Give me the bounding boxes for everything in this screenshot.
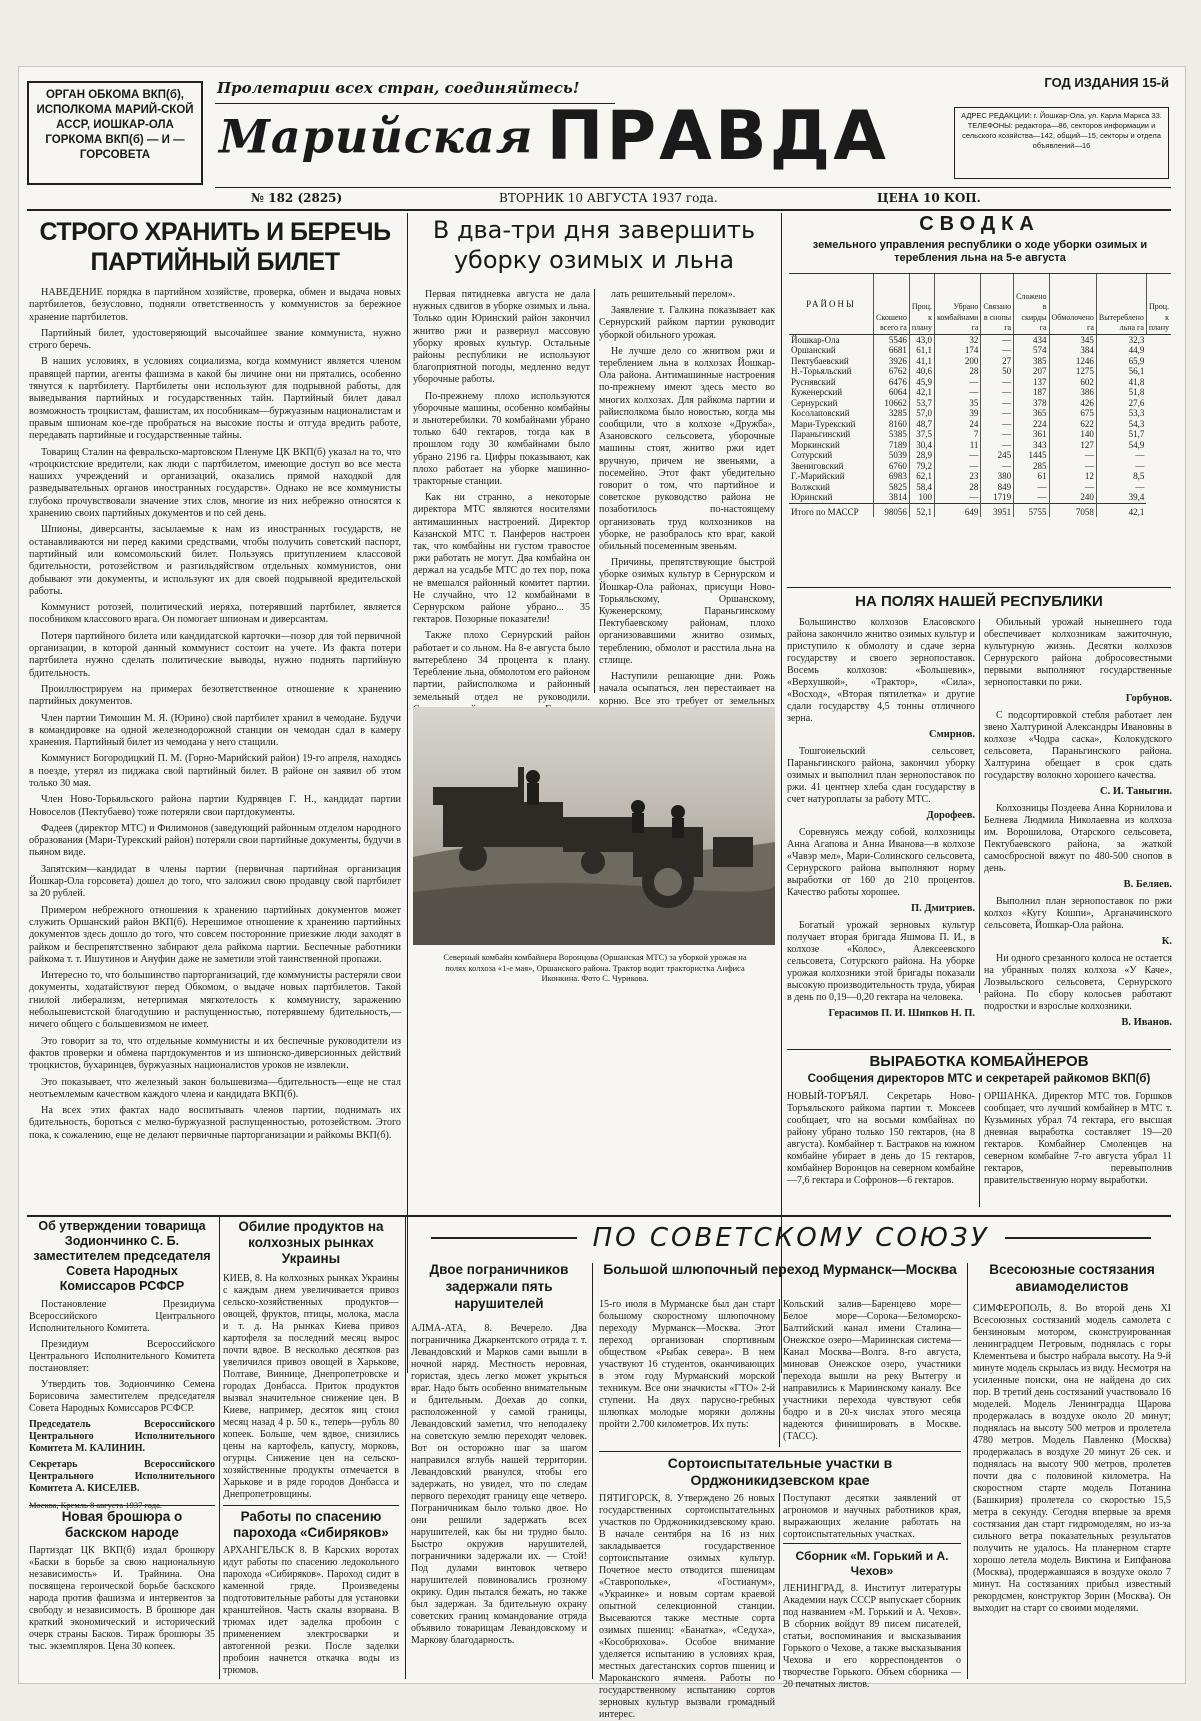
svodka-cell: 6760 [874,461,910,472]
glider-headline: Всесоюзные состязания авиамоделистов [989,1262,1155,1294]
svodka-cell: — [1049,450,1096,461]
svodka-cell: 7189 [874,440,910,451]
svodka-cell: 45,9 [909,377,934,388]
district-name: Н.-Торьяльский [791,366,852,376]
price: ЦЕНА 10 КОП. [877,191,981,205]
svodka-cell: 365 [1014,408,1049,419]
gorky-headline: Сборник «М. Горький и А. Чехов» [795,1549,949,1578]
fields-c2-sig2: В. Беляев. [1123,879,1172,890]
fields-c1-sig3: Герасимов П. И. Шипков Н. П. [828,1008,975,1019]
harvest-c1-p3: Также плохо Сернурский район работает и со льном. На 8-е августа было вытереблено 34 процента к плану. Теребление льна, обмолотом его районом партии, райисполкома и районный земельный отдел не руководили. [413,630,590,703]
svodka-cell: 32,3 [1096,334,1146,345]
harvest-c2-p2: Не лучше дело со жнитвом ржи и тереблением льна в колхозах Йошкар-Ола района. Антимашинные настроения по-прежнему имеют здесь место во многих колхозах. Для райкома партии и райисполкома было новостью, когда мы сообщили, что в колхозе «Дружба», Азановского сельсовета, уборочные машины стоят, жнитво ржи идет вручную, причем не звеньями, а посемейно. Этот факт убедительно говорит о том, что партийное и советское руководство района не позаботилось по-настоящему организовать труд колхозников на уборке, не разобралось кто враг, какой обильный посеменным звеньям. [599,345,775,553]
gorky-text: ЛЕНИНГРАД, 8. Институт литературы Академии наук СССР выпускает сборник под названием «М. Горький и А. Чехов». В сборник войдут 89 писем писателей, статьи, воспоминания и высказывания Горького о Чехове, а также высказывания Чехова и его корреспондентов о творчестве Горького. Объем сборника — 20 печатных листов. [783,1583,961,1690]
harvest-c2-p1: Заявление т. Галкина показывает как Сернурский райком партии руководит уборкой обильного урожая. [599,305,775,341]
lead-p3: Товарищ Сталин на февральско-мартовском Пленуме ЦК ВКП(б) указал на то, что «троцкистские вредители, как люди с партбилетом, имеющие доступ во все места нашихх учреждений и организаций, оказались прямой находкой для разведывательных органов иностранных государств». Однако не все коммунисты глубоко прочувствовали значение этих слов, многие из них небрежно относятся к хранению своих партийных документов и по сей день. [29,446,401,520]
lead-p4: Шпионы, диверсанты, засылаемые к нам из иностранных государств, не останавливаются ни перед какими средствами, чтобы получить советский паспорт, партийный или комсомольский билет. Пользуясь притуплением классовой бдительности, ротозейством и разгильдяйством отдельных коммунистов, они добывают эти документы, и используют их для своей подрывной вредительской работы. [29,524,401,597]
photo-caption: Северный комбайн комбайнера Воронцова (Оршанская МТС) за уборкой урожая на полях колхоза «1-е мая», Оршанского района. Трактор водит трактористка Анфиса Иконкина. Фото С. Чурикова. [443,952,747,983]
svodka-cell: 574 [1014,345,1049,356]
svodka-cell: 675 [1049,408,1096,419]
svodka-row [789,345,1171,356]
svodka-cell: 8160 [874,419,910,430]
svodka-cell: 62,1 [909,471,934,482]
svodka-title: СВОДКА [919,213,1040,235]
svodka-cell: 40,6 [909,366,934,377]
svodka-cell: 174 [934,345,980,356]
svodka-cell: 207 [1014,366,1049,377]
svodka-cell: 39,4 [1096,492,1146,503]
svodka-cell: 384 [1049,345,1096,356]
fields-c1-sig0: Смирнов. [929,729,975,740]
murmansk-headline: Большой шлюпочный переход Мурманск—Москва [603,1261,957,1277]
svodka-cell: 140 [1049,429,1096,440]
lead-p12: Запятским—кандидат в члены партии (первичная партийная организация Йошкар-Ола горсовета) дошел до того, что заложил свою продавцу свой партбилет за 20 рублей. [29,863,401,900]
sibiryakov-text: АРХАНГЕЛЬСК 8. В Карских воротах идут работы по спасению ледокольного парохода «Сибиряков». Пароход сидит в каменной гряде. Произведены подготовительные работы для установки кранштейнов. Часть скалы взорвана. В трюмах идет заделка пробоин с применением электросварки и автогенной резки. После заделки пробоин начнется откачка воды из трюмов. [223,1545,399,1676]
svodka-cell: 849 [981,482,1014,493]
svodka-cell: 52,1 [909,503,934,517]
svodka-cell: 137 [1014,377,1049,388]
svodka-cell: 11 [934,440,980,451]
district-name: Г.-Марийский [791,471,845,481]
lead-p13: Примером небрежного отношения к хранению партийных документов может служить Оршанский район ВКП(б). Нерешимое отношение к хранению партийных документов здесь дошло до того, что совсем посторонние приезжие люди заходят в райком и беспрепятственно забирают дела райкома партии. Беспечные работники райкома т. т. Ишутинов и Ануфин даже не заметили этой таинственной пропажи. [29,904,401,965]
lead-p11: Фадеев (директор МТС) и Филимонов (заведующий районным отделом народного образования (Мари-Турекский район) потеряли свои партийные документы, будучи в пьяном виде. [29,822,401,859]
svodka-row [789,334,1171,345]
title-bold: ПРАВДА [546,97,889,176]
svodka-row [789,461,1171,472]
lead-p5: Коммунист ротозей, политический иеряха, потерявший партбилет, является пособником классового врага. Он помогает шпионам и диверсантам. [29,602,401,626]
svodka-cell: 5755 [1014,503,1049,517]
svodka-cell: 3926 [874,356,910,367]
svodka-cell: 30,4 [909,440,934,451]
svodka-cell: 41,1 [909,356,934,367]
fields-c2-sig3: К. [1161,936,1172,947]
decree-p1: Президиум Всероссийского Центрального Исполнительного Комитета постановляет: [29,1339,215,1374]
fields-c2-sig4: В. Иванов. [1121,1017,1172,1028]
issue-date: ВТОРНИК 10 АВГУСТА 1937 года. [499,191,718,205]
svodka-cell: — [981,419,1014,430]
svodka-cell: 602 [1049,377,1096,388]
svodka-cell: — [981,334,1014,345]
border-text: АЛМА-АТА, 8. Вечерело. Два пограничника Джаркентского отряда т. т. Левандовский и Марков сами вышли в ночной наряд. Местность неровная, гористая, здесь легко может укрыться враг. Надо быть особенно внимательным и бдительным. Доехав до сопки, расположенной у самой границы, Левандовский заметил, что неподалеку на советскую землю переходят человек. Вот он осторожно шаг за шагом направился вглубь нашей территории. Левандовский рванулся, чтобы его задержать, но увидел, что по следам первого переходят границу еще четверо. Пограничникам было только двое. Но они решили задержать всех нарушителей, как бы ни трудно было. Быстро окружив нарушителей, пограничники задержали их. — Стой! Под дулами винтовок четверо нарушителей повиновались грозному окрику. Один пытался бежать, но также был задержан. За бдительную охрану советских границ командование отряда объявило товарищам Левандовскому и Маркову благодарность. [411,1323,587,1646]
combiners-subhead: Сообщения директоров МТС и секретарей райкомов ВКП(б) [807,1073,1151,1085]
district-name: Сотурский [791,450,833,460]
svodka-cell: 56,1 [1096,366,1146,377]
svodka-row [789,408,1171,419]
lead-p15: Это говорит за то, что отдельные коммунисты и их беспечные руководители из фактов проверки и обмена партдокументов и из шпионско-диверсионных действий троцкистов, бухаринцев, буржуазных националистов уроков не извлекли. [29,1035,401,1072]
fields-c1-item3: Богатый урожай зерновых культур получает вторая бригада Яшмова П. И., в колхозе «Колос», Алексеевского сельсовета, Сотурского района. На уборке урожая колхозники этой бригады показали высокую производительность труда, убирая в день по 0,19—0,20 гектара на человека. [787,920,975,1003]
svodka-cell: 43,0 [909,334,934,345]
district-name: Итого по МАССР [789,503,874,517]
svodka-cell: 61,1 [909,345,934,356]
issue-number: № 182 (2825) [251,191,343,205]
svodka-cell: — [1049,482,1096,493]
svodka-cell: 5825 [874,482,910,493]
district-name: Параньгинский [791,429,851,439]
lead-p14: Интересно то, что большинство парторганизаций, где коммунисты растеряли свои документы, ходатайствуют перед Обкомом, о выдаче новых партбилетов. Такой гнилой либерализм, нетерпимая мягкотелость к коммунисту, заражению небольшевистской благодушию и распущенностью, потерявшему бдительность,—ничего общего с большевизмом не имеет. [29,970,401,1031]
svodka-cell: 44,9 [1096,345,1146,356]
svodka-row [789,387,1171,398]
svodka-cell: 240 [1049,492,1096,503]
district-name: Оршанский [791,345,836,355]
lead-p7: Проиллюстрируем на примерах безответственное отношение к хранению партийных документов. [29,683,401,708]
svodka-row [789,450,1171,461]
svodka-cell: 345 [1049,334,1096,345]
murmansk-col1: 15-го июля в Мурманске был дан старт большому скоростному шлюпочному переходу Мурманск—Москва. Этот переход организован спортивным обществом «Рыбак севера». В нем участвуют 16 студентов, оканчивающих в этом году Мурманский морской техникум. Все они значкисты «ГТО» 2-й ступени. На двух парусно-гребных шлюпках молодые моряки должны пройти 2.700 километров. Их путь: [599,1299,775,1430]
lead-article [29,287,401,1367]
glider-text: СИМФЕРОПОЛЬ, 8. Во второй день XI Всесоюзных состязаний модель самолета с бензиновым мотором, сконструированная ленинградцем Петровым, поднялась с горы Клементьева и быстро набрала высоту. На 9-й минуте модель скрылась из виду. Несмотря на усиленные поиски, она не найдена до сих пор. В третий день состязаний участвовало 16 моделей. Модель Ленинградца Щарова продержалась в воздухе около 20 минут; поднялась на высоту 500 метров и пролетела 4780 метров. Модель Павленко (Москва) продержалась в воздухе 20 минут 26 сек. и поднялась на высоту 900 метров, пролетев почти два с половиной километра. На скоростном старте модель Потанина (Башкирия) пролетела со скоростью 15,5 метра в секунду. Сегодня впервые за время состязания дан старт гидромоделям, но из-за сильного ветра показательных результатов получить не удалось. На планерном старте хорошо летела модель Виктина и Еипфанова (Москва), продержавшаяся в воздухе около 7 минут. На состязаниях прибыл известный рекордсмен, конструктор Зорин (Москва). Он выходит на старт со своими моделями. [973,1303,1171,1614]
fields-c2-sig0: Горбунов. [1125,693,1172,704]
svodka-cell: 51,7 [1096,429,1146,440]
harvest-c1-p2: Как ни странно, а некоторые директора МТС являются носителями антимашинных настроений. Директор Казанской МТС т. Панферов настроен так, что комбайны ни густом травостое ржи работать не могут. Два комбайна он держал на усадьбе МТС до тех пор, пока не вмешался районный комитет партии. Не случайно, что 12 комбайнами в Сернурском районе убрано... 35 гектаров. Позорные показатели! [413,492,590,626]
decree-body [29,1299,215,1510]
harvest-headline: В два-три дня завершить уборку озимых и льна [432,216,756,274]
fields-c2-item3: Выполнил план зернопоставок по ржи колхоз «Кугу Кошпи», Арганачинского сельсовета, Йошкар-Ола района. [984,896,1172,931]
svodka-cell: 127 [1049,440,1096,451]
stations-col2: Поступают десятки заявлений от агрономов и научных работников края, выражающих желание работать на сортоиспытательных участках. [783,1493,961,1540]
fields-c1-sig1: Дорофеев. [926,810,975,821]
svodka-cell: 1445 [1014,450,1049,461]
svodka-cell: — [934,461,980,472]
svodka-cell: 6064 [874,387,910,398]
svodka-cell: 245 [981,450,1014,461]
svodka-cell: — [981,429,1014,440]
svodka-row [789,366,1171,377]
svodka-cell: 79,2 [909,461,934,472]
organ-text: ОРГАН ОБКОМА ВКП(б), ИСПОЛКОМА МАРИЙ-СКОЙ АССР, ИОШКАР-ОЛА ГОРКОМА ВКП(б) — И — ГОРСОВЕТА [36,89,194,161]
svodka-row [789,429,1171,440]
lead-p8: Член партии Тимошин М. Я. (Юрино) свой партбилет хранил в чемодане. Будучи в командировке на одной железнодорожной станции он чемодан сдал в камеру хранения. Партийный билет из чемодана у него стащили. [29,712,401,749]
combiners-headline: ВЫРАБОТКА КОМБАЙНЕРОВ [869,1053,1089,1070]
year: ГОД ИЗДАНИЯ 15-й [1044,75,1169,90]
ukraine-text: КИЕВ, 8. На колхозных рынках Украины с каждым днем увеличивается привоз сельско-хозяйственных продуктов—овощей, фруктов, птицы, молока, масла и т. д. На рынках Киева привоз картофеля за последний месяц вырос почти вдвое. В несколько десятков раз увеличился привоз овощей в Харькове, Полтаве, Виннице, Днепропетровске и городах Донбасса. Приток продуктов вызвал значительное снижение цен. В Киеве, например, десяток яиц стоил месяц назад 4 р. 50 к., теперь—рубль 80 копеек. Больше, чем вдвое, снизились цены на картофель, капусту, морковь, огурцы. Снижение цен на сельско-хозяйственные продукты отмечается в Харькове и в ряде городов Донбасса и Днепропетровщины. [223,1273,399,1500]
svodka-cell: 51,8 [1096,387,1146,398]
decree-place: Москва, Кремль 8 августа 1937 года. [29,1500,162,1510]
fields-c2-item0: Обильный урожай нынешнего года обеспечивает колхозникам зажиточную, культурную жизнь. Десятки колхозов Сернурского района добросовестными первыми выполняют государственные зернопоставки по ржи. [984,617,1172,688]
brochure-text: Партиздат ЦК ВКП(б) издал брошюру «Баски в борьбе за свою национальную независимость» И. Трайнина. Она посвящена героической борьбе баскского народа против фашизма и интервентов за свободу и независимость. В брошюре дан краткий экономический и исторический очерк страны Басков. Тираж брошюры 35 тыс. экземпляров. Цена 30 копеек. [29,1545,215,1652]
svodka-cell: 6681 [874,345,910,356]
svodka-cell: 7058 [1049,503,1096,517]
svodka-cell: 386 [1049,387,1096,398]
svodka-cell: 100 [909,492,934,503]
svodka-cell: 48,7 [909,419,934,430]
svodka-cell: 3951 [981,503,1014,517]
svodka-cell: 28,9 [909,450,934,461]
decree-p2: Утвердить тов. Зодиончинко Семена Борисовича заместителем председателя Совета Народных Комиссаров РСФСР. [29,1379,215,1414]
stations-headline: Сортоиспытательные участки в Орджоникидзевском крае [667,1455,893,1488]
murmansk-col2: Кольский залив—Баренцево море—Белое море—Сорока—Беломорско-Балтийский канал имени Сталина—Онежское озеро—Мариинская система—Канал Москва—Волга. 8-го августа, миновав Онежское озеро, участники перехода вышли на реку Вытегру и направились к Мариинскому каналу. Все участники перехода чувствуют себя бодро и в 20-х числах этого месяца надеются финишировать в Москве. (ТАСС). [783,1299,961,1442]
svodka-cell: 6983 [874,471,910,482]
svodka-cell: — [981,387,1014,398]
svodka-cell: 10662 [874,398,910,409]
fields-c1-item2: Соревнуясь между собой, колхозницы Анна Агапова и Анна Иванова—в колхозе «Чавэр мел», Мари-Солинского сельсовета, Сернурского района выполняют норму выработки от 160 до 210 процентов. Качество работы хорошее. [787,827,975,898]
svodka-cell: 61 [1014,471,1049,482]
svodka-cell: — [1014,482,1049,493]
svodka-cell: — [934,492,980,503]
stations-col1: ПЯТИГОРСК, 8. Утверждено 26 новых государственных сортоиспытательных участков по Орджоникидзевскому краю. В начале сентября на 16 из них закладывается государственное сортоиспытание озимых культур. Почетное место отводится пшеницам «Ставропольке», «Гостианум», «Украинке» и новым сортам краевой опытной селекционной станции. Высеваются также местные сорта озимых пшениц: «Банатка», «Седуха», «Кособрюхова». Особое внимание уделяется испытанию в условиях края, местных дагестанских сортов пшениц и Мароканского ячменя. Работы по государственному испытанию сортов зерновых культур вызвали громадный интерес. [599,1493,775,1720]
svodka-cell: 27 [981,356,1014,367]
svodka-cell: 3285 [874,408,910,419]
svodka-cell: 28 [934,482,980,493]
svodka-table-wrap [789,273,1171,517]
sibiryakov-headline: Работы по спасению парохода «Сибиряков» [233,1509,389,1540]
svodka-cell: — [934,450,980,461]
combine-photo-image [413,707,775,945]
border-headline: Двое пограничников задержали пять нарушителей [429,1262,569,1311]
harvest-c2-p3: Причины, препятствующие быстрой уборке озимых культур в Сернурском и Йошкар-Ола районах, присущи Ново-Торьяльскому, Оршанскому, Куженерскому, Параньгинскому Пектубаевскому районам, плохо организовавшими жнитво озимых, тереблению, обмолот и расстила льна на стлище. [599,557,775,666]
decree-p0: Постановление Президиума Всероссийского Центрального Исполнительного Комитета. [29,1299,215,1334]
svodka-cell: 5385 [874,429,910,440]
svodka-cell: 7 [934,429,980,440]
fields-c2-sig1: С. И. Таныгин. [1100,786,1172,797]
svodka-cell: 35 [934,398,980,409]
district-name: Мари-Турекский [791,418,856,429]
svodka-cell: 23 [934,471,980,482]
svodka-cell: 224 [1014,419,1049,430]
svodka-cell: — [1014,492,1049,503]
svodka-row [789,398,1171,409]
harvest-c2-p0: лать решительный перелом». [611,289,736,300]
svodka-cell: 39 [934,408,980,419]
soviet-banner [411,1221,1171,1255]
svodka-cell: — [981,377,1014,388]
svodka-subtitle: земельного управления республики о ходе уборки озимых и теребления льна на 5-е августа [812,239,1148,264]
svodka-col-6: Обмолочено га [1049,274,1096,334]
lead-p16: Это показывает, что железный закон большевизма—бдительность—еще не стал неотъемлемым качеством каждого члена и кандидата ВКП(б). [29,1076,401,1100]
lead-p1: Партийный билет, удостоверяющий высочайшее звание коммуниста, нужно строго беречь. [29,327,401,352]
harvest-c1-p1: По-прежнему плохо используются уборочные машины, особенно комбайны и льнотеребилки. 70 комбайнами убрано только 640 гектаров, тогда как в прошлом году 30 комбайнами было убрано 2196 га. Цифры показывают, как плохо работает на уборке машинно-тракторные станции. [413,390,590,488]
lead-p0: НАВЕДЕНИЕ порядка в партийном хозяйстве, проверка, обмен и выдача новых партбилетов, безусловно, подняли ответственность у коммунистов за бережное хранение партбилетов. [29,287,401,323]
svodka-cell: 53,7 [909,398,934,409]
fields-c1-item0: Большинство колхозов Еласовского района закончило жнитво озимых культур и приступило к обмолоту и сдаче зерна государству и своего зернопоставок. Восемь колхозов: «Большевик», «Верхушкой», «Трактор», «Сила», «Восход», «Вторая пятилетка» и другие сдали государству 4,5 тонны отличного зерна. [787,617,975,724]
svodka-col-1: Скошено всего га [874,274,910,334]
district-name: Моркинский [791,439,840,450]
soviet-banner-text: ПО СОВЕТСКОМУ СОЮЗУ [592,1223,990,1253]
fields-c1-sig2: П. Дмитриев. [911,903,975,914]
svodka-cell: 58,4 [909,482,934,493]
decree-sig1: Председатель Всероссийского Центрального Исполнительного Комитета М. КАЛИНИН. [29,1419,215,1454]
svodka-total-row [789,503,1171,517]
svodka-cell: 343 [1014,440,1049,451]
decree-sig2: Секретарь Всероссийского Центрального Исполнительного Комитета А. КИСЕЛЕВ. [29,1459,215,1494]
svodka-cell: — [1096,461,1146,472]
svodka-header-row [789,274,1171,334]
address-text: АДРЕС РЕДАКЦИИ: г. Йошкар-Ола, ул. Карла Маркса 33. ТЕЛЕФОНЫ: редактора—86, секторов информации и сельского хозяйства—142, общий—15, секторы и отдела объявлений—16 [961,111,1162,150]
lead-p10: Член Ново-Торьяльского района партии Кудрявцев Г. Н., кандидат партии Новоселов (Пектубаево) тоже потеряли свои партдокументы. [29,794,401,818]
district-name: Волжский [791,481,830,492]
svodka-cell: 200 [934,356,980,367]
fields-headline: НА ПОЛЯХ НАШЕЙ РЕСПУБЛИКИ [855,593,1103,610]
harvest-c2-p4: Наступили решающие дни. Рожь начала осыпаться, лен перестаивает на корню. Все это требует от земельных [599,671,775,707]
fields-c2-item2: Колхозницы Поздеева Анна Корнилова и Белнева Людмила Николаевна из колхоза им. Ворошилова, Отарского сельсовета, Пектубаевского района, за жаткой самосбросной вяжут по 480-500 снопов в день. [984,803,1172,874]
svodka-cell: — [981,461,1014,472]
district-name: Руснявский [791,376,836,387]
svodka-row [789,419,1171,430]
svodka-cell: 285 [1014,461,1049,472]
svodka-cell: 12 [1049,471,1096,482]
svodka-cell: — [934,387,980,398]
svodka-row [789,471,1171,482]
svodka-cell: 24 [934,419,980,430]
lead-headline: СТРОГО ХРАНИТЬ И БЕРЕЧЬ ПАРТИЙНЫЙ БИЛЕТ [39,218,391,276]
district-name: Звениговский [791,460,844,471]
svodka-cell: — [1096,450,1146,461]
newspaper-title [219,97,899,197]
lead-p6: Потеря партийного билета или кандидатской карточки—позор для той первичной организации, в которой данный коммунист состоит на учете. Из факта потери партбилета нужно сделать политические выводы, нужно поднять партийную бдительность. [29,630,401,679]
district-name: Сернурский [791,397,838,408]
svodka-cell: 378 [1014,398,1049,409]
svodka-row [789,492,1171,503]
brochure-headline: Новая брошюра о баскском народе [61,1509,183,1540]
svodka-cell: 41,8 [1096,377,1146,388]
svodka-cell: 8,5 [1096,471,1146,482]
district-name: Пектубаевский [791,355,849,366]
svodka-cell: 50 [981,366,1014,377]
svodka-cell: 37,5 [909,429,934,440]
combiners-col2: ОРШАНКА. Директор МТС тов. Горшков сообщает, что лучший комбайнер в МТС т. Кузьминых убрал 74 гектара, его высшая дневная выработка составляет 19—20 гектаров. Комбайнер Смоленцев на северном комбайне 7-го августа убрал 11 гектаров, перевыполнив правительственную норму выработки. [984,1091,1172,1186]
svodka-cell: — [981,345,1014,356]
svodka-col-3: Убрано комбайнами га [934,274,980,334]
slogan: Пролетарии всех стран, соединяйтесь! [217,79,580,97]
svodka-cell: — [934,377,980,388]
fields-col2 [984,617,1172,1028]
title-script: Марийская [219,109,534,164]
svodka-cell: 28 [934,366,980,377]
district-name: Йошкар-Ола [791,334,840,345]
svodka-col-7: Вытереблено льна га [1096,274,1146,334]
svodka-col-2: Проц. к плану [909,274,934,334]
svodka-cell: 434 [1014,334,1049,345]
harvest-col1 [413,289,590,703]
svodka-cell: — [1096,482,1146,493]
svodka-cell: 42,1 [1096,503,1146,517]
combine-photo [413,707,775,945]
svodka-col-5: Сложено в скирды га [1014,274,1049,334]
svodka-row [789,356,1171,367]
organ-box [27,81,203,185]
svodka-cell: — [1049,461,1096,472]
svodka-col-4: Связано в снопы га [981,274,1014,334]
svodka-cell: 3814 [874,492,910,503]
lead-p17: На всех этих фактах надо воспитывать членов партии, поднимать их бдительность, бороться с мелко-буржуазной распущенностью, ротозейством. Этого пока, к сожалению, еще не делают первичные парторганизации и райкомы ВКП(б). [29,1105,401,1141]
svodka-row [789,440,1171,451]
district-name: Косолаповский [791,408,850,418]
svodka-cell: 5546 [874,334,910,345]
svodka-cell: 42,1 [909,387,934,398]
svodka-cell: 57,0 [909,408,934,419]
ukraine-headline: Обилие продуктов на колхозных рынках Украины [238,1219,384,1266]
district-name: Юринский [791,492,833,502]
svodka-cell: 649 [934,503,980,517]
svodka-cell: 5039 [874,450,910,461]
decree-headline: Об утверждении товарища Зодиончинко С. Б. заместителем председателя Совета Народных Комиссаров РСФСР [33,1219,211,1293]
address-box [954,107,1169,179]
fields-c2-item1: С подсортировкой стебля работает лен звено Халтуриной Александры Ивановны в колхозе «Чодра саска», Колокудского сельсовета, Параньгинского района. Халтурина обещает в срок сдать государству волокно хорошего качества. [984,710,1172,781]
svodka-col-district: РАЙОНЫ [789,274,874,334]
svodka-cell: 53,3 [1096,408,1146,419]
svodka-cell: 6476 [874,377,910,388]
svodka-col-8: Проц. к плану [1146,274,1171,334]
svodka-cell: 6762 [874,366,910,377]
fields-col1 [787,617,975,1019]
svodka-cell: 32 [934,334,980,345]
svodka-cell: 385 [1014,356,1049,367]
svodka-cell: 98056 [874,503,910,517]
svodka-cell: 187 [1014,387,1049,398]
svodka-cell: 65,9 [1096,356,1146,367]
district-name: Куженерский [791,387,843,397]
harvest-c1-p0: Первая пятидневка августа не дала нужных сдвигов в уборке озимых и льна. Только один Юринский район закончил жнитво ржи и развернул массовую уборку яровых культур. Остальные районы республики не используют благоприятной погоды, медленно ведут уборочные работы. [413,289,590,386]
svodka-body [789,334,1171,517]
svodka-row [789,377,1171,388]
fields-c2-item4: Ни одного срезанного колоса не остается на убранных полях колхоза «У Каче», Лоэвыльского сельсовета, Сернурского района. По сбору колосьев работают подростки и взрослые колхозники. [984,953,1172,1012]
svodka-cell: 54,9 [1096,440,1146,451]
harvest-col2 [599,289,775,707]
svodka-cell: — [981,440,1014,451]
svodka-cell: 361 [1014,429,1049,440]
svodka-cell: 1275 [1049,366,1096,377]
svodka-cell: 380 [981,471,1014,482]
svodka-cell: 622 [1049,419,1096,430]
svodka-table [789,274,1171,517]
newspaper-page [18,66,1186,1720]
fields-c1-item1: Тошгоиельский сельсовет, Параньгинского района, закончил уборку озимых и выполнил план зернопоставок по ржи. 41 центнер хлеба сдан государству в счет натуроплаты за работу МТС. [787,746,975,805]
svodka-row [789,482,1171,493]
svodka-cell: 54,3 [1096,419,1146,430]
combiners-col1: НОВЫЙ-ТОРЪЯЛ. Секретарь Ново-Торъяльского райкома партии т. Моксеев сообщает, что на восьми комбайнах по району убрано только 150 гектаров, (на 8 августа). Комбайнер т. Бастраков на южном комбайне убирает в день до 15 гектаров, комбайнер Воронцов на северном комбайне—7,6 гектара и Софронов—6 гектаров. [787,1091,975,1186]
svodka-cell: 426 [1049,398,1096,409]
svodka-cell: 1719 [981,492,1014,503]
svodka-cell: 1246 [1049,356,1096,367]
svodka-cell: — [981,398,1014,409]
lead-p9: Коммунист Богородицкий П. М. (Горно-Марийский район) 19-го апреля, находясь в поезде, утерял из пиджака свой партийный билет. В районе он заявил об этом только 30 мая. [29,753,401,789]
svodka-cell: 27,6 [1096,398,1146,409]
svodka-cell: — [981,408,1014,419]
lead-p2: В наших условиях, в условиях социализма, когда коммунист является членом правящей партии, агенты фашизма в какой бы личине они ни прятались, особенно тянутся к партбилету. Партбилеты они используют для подрывной работы, для выведывания партийных и государственных тайн. Партийный билет давал возможность троцкистам, фашистам, их пособникам—буржуазным националистам и правым шпионам кое-где пробраться на высокие посты и отгуда вредить работе, передавать партийные и государственные тайны. [29,356,401,442]
